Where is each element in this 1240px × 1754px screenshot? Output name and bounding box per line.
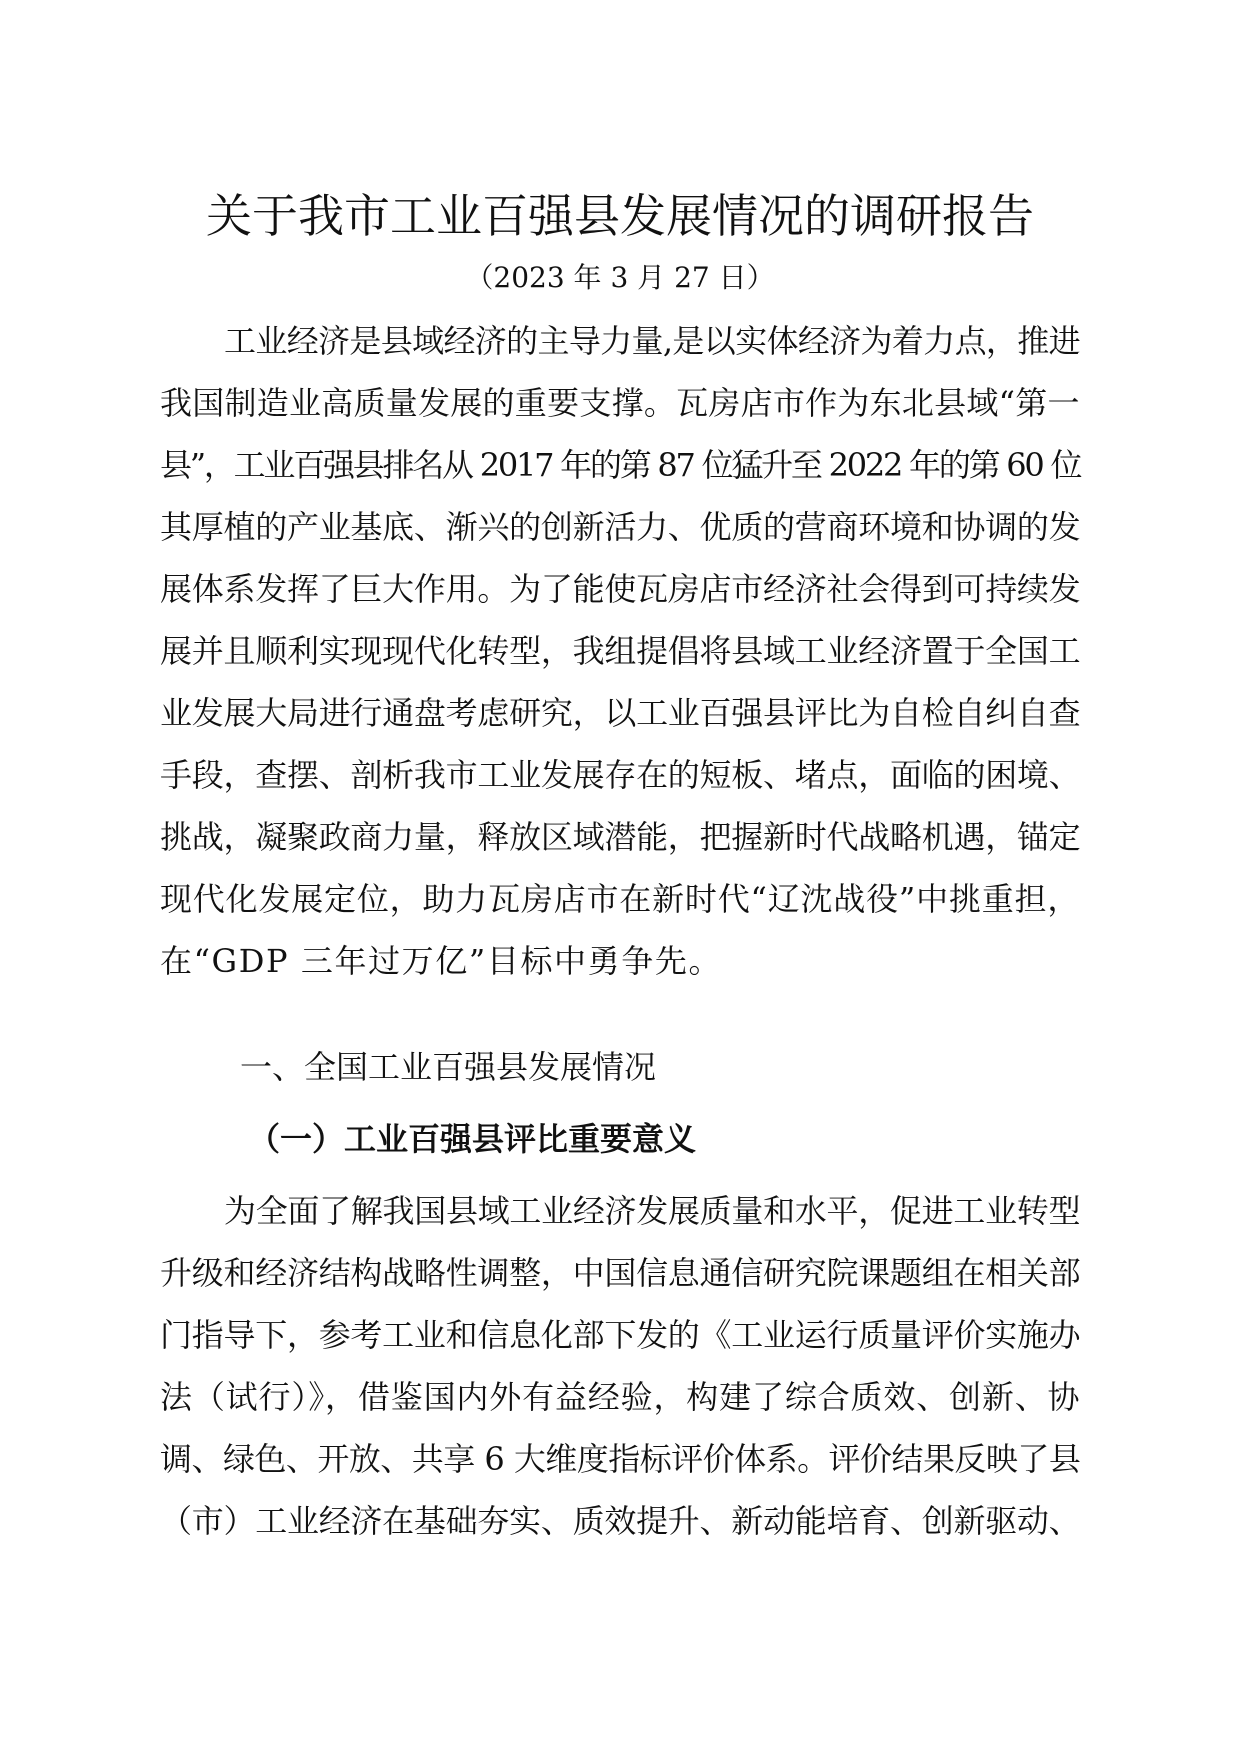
text-line: 在“GDP 三年过万亿”目标中勇争先。 <box>160 942 723 980</box>
text-line: 其厚植的产业基底、渐兴的创新活力、优质的营商环境和协调的发 <box>160 508 1081 546</box>
text-line: 门指导下，参考工业和信息化部下发的《工业运行质量评价实施办 <box>160 1316 1081 1354</box>
text-line: （市）工业经济在基础夯实、质效提升、新动能培育、创新驱动、 <box>160 1502 1081 1540</box>
text-line: 升级和经济结构战略性调整，中国信息通信研究院课题组在相关部 <box>160 1254 1081 1292</box>
text-line: 工业经济是县域经济的主导力量,是以实体经济为着力点，推进 <box>224 322 1080 360</box>
text-line: 现代化发展定位，助力瓦房店市在新时代“辽沈战役”中挑重担， <box>160 880 1081 918</box>
text-line: 业发展大局进行通盘考虑研究，以工业百强县评比为自检自纠自查 <box>160 694 1081 732</box>
text-line: 为全面了解我国县域工业经济发展质量和水平，促进工业转型 <box>224 1192 1081 1230</box>
report-date: （2023 年 3 月 27 日） <box>465 261 775 294</box>
text-line: 手段，查摆、剖析我市工业发展存在的短板、堵点，面临的困境、 <box>160 756 1081 794</box>
subsection-heading: （一）工业百强县评比重要意义 <box>248 1120 697 1158</box>
text-line: 挑战，凝聚政商力量，释放区域潜能，把握新时代战略机遇，锚定 <box>160 818 1081 856</box>
text-line: 法（试行）》，借鉴国内外有益经验，构建了综合质效、创新、协 <box>160 1378 1081 1416</box>
report-title: 关于我市工业百强县发展情况的调研报告 <box>206 189 1034 243</box>
text-line: 展并且顺利实现现代化转型，我组提倡将县域工业经济置于全国工 <box>160 632 1081 670</box>
text-line: 调、绿色、开放、共享 6 大维度指标评价体系。评价结果反映了县 <box>160 1440 1081 1478</box>
section-heading: 一、全国工业百强县发展情况 <box>240 1048 657 1086</box>
text-line: 县”，工业百强县排名从 2017 年的第 87 位猛升至 2022 年的第 60 位 <box>160 446 1081 484</box>
text-line: 我国制造业高质量发展的重要支撑。瓦房店市作为东北县域“第一 <box>160 384 1080 422</box>
text-line: 展体系发挥了巨大作用。为了能使瓦房店市经济社会得到可持续发 <box>160 570 1081 608</box>
